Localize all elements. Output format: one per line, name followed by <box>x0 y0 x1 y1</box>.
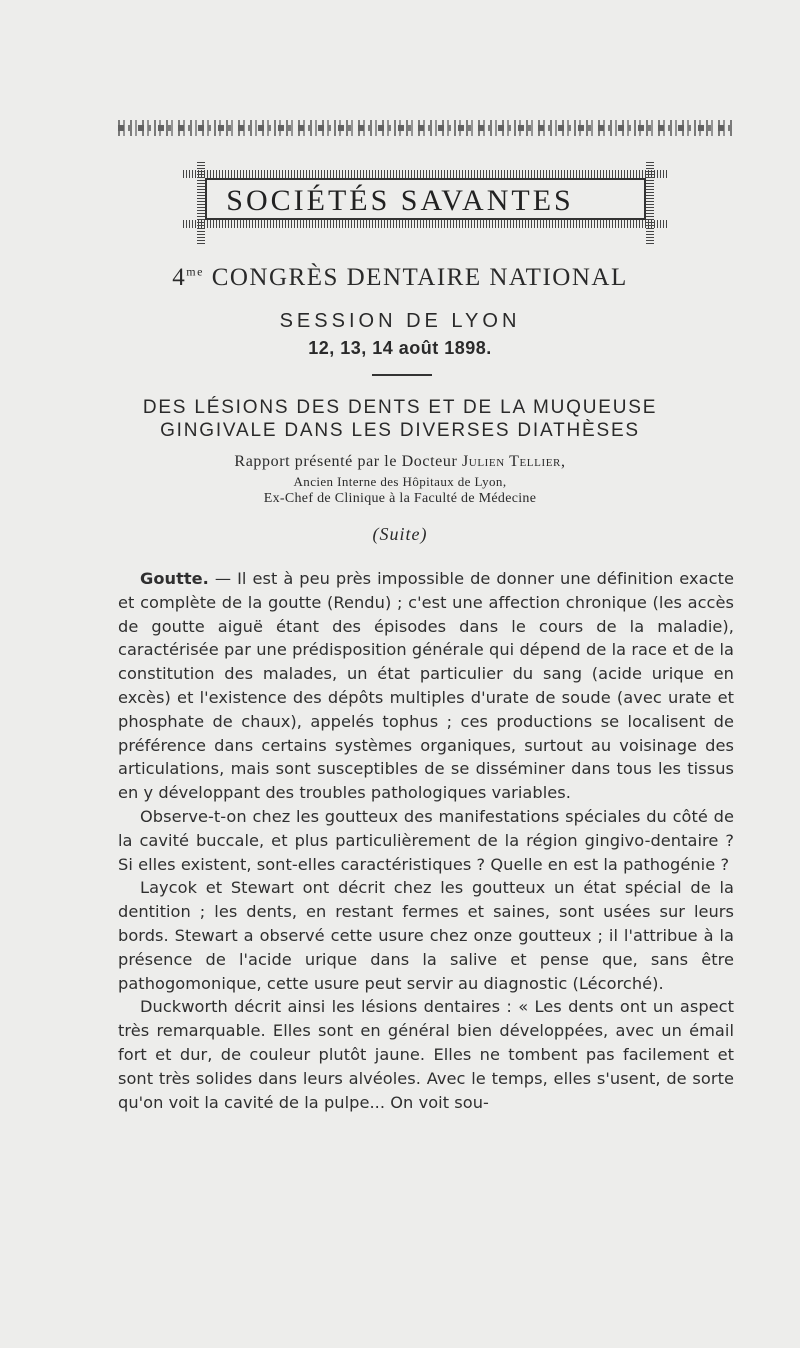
article-body <box>118 567 734 1114</box>
affiliation-1: Ancien Interne des Hôpitaux de Lyon, <box>293 474 507 489</box>
congres-number: 4 <box>172 264 187 291</box>
paragraph-4: Duckworth décrit ainsi les lésions dentaires : « Les dents ont un aspect très remarquable. Elles sont en général bien développées, avec un émail fort et dur, de couleur plutôt jaune. Elles ne tombent pas facilement et sont très solides dans leurs alvéoles. Avec le temps, elles s'usent, de sorte qu'on voit la cavité de la pulpe... On voit sou- <box>118 997 734 1112</box>
paragraph-text: — Il est à peu près impossible de donner une définition exacte et complète de la goutte (Rendu) ; c'est une affection chronique (les accès de goutte aiguë étant des épisodes dans le cours de la maladie), caractérisée par une prédisposition générale qui dépend de la race et de la constitution des malades, un état particulier du sang (acide urique en excès) et l'existence des dépôts multiples d'urate de soude (avec urate et phosphate de chaux), appelés tophus ; ces productions se localisent de préférence dans certains systèmes organiques, surtout au voisinage des articulations, mais sont susceptibles de se disséminer dans tous les tissus en y développant des troubles pathologiques variables. <box>118 569 734 803</box>
congres-sup: me <box>186 264 204 279</box>
paragraph-3: Laycok et Stewart ont décrit chez les goutteux un état spécial de la dentition ; les dents, en restant fermes et saines, sont usées sur leurs bords. Stewart a observé cette usure chez onze goutteux ; il l'attribue à la présence de l'acide urique dans la salive et pense que, sans être pathogomonique, cette usure peut servir au diagnostic (Lécorché). <box>118 878 734 993</box>
author-name: Julien Tellier, <box>461 453 566 470</box>
separator-rule <box>372 374 432 376</box>
article-title-line1: DES LÉSIONS DES DENTS ET DE LA MUQUEUSE <box>142 397 658 418</box>
congres-name: CONGRÈS DENTAIRE NATIONAL <box>203 264 628 291</box>
rapport-line <box>0 453 800 471</box>
ornamental-border <box>118 120 732 136</box>
affiliation-2: Ex-Chef de Clinique à la Faculté de Médecine <box>263 491 537 506</box>
article-title-line2: GINGIVALE DANS LES DIVERSES DIATHÈSES <box>160 420 640 441</box>
session-dates: 12, 13, 14 août 1898. <box>308 338 492 358</box>
paragraph-heading: Goutte. <box>140 569 209 588</box>
session-title: SESSION DE LYON <box>279 310 521 332</box>
congres-title <box>0 264 800 292</box>
paragraph-2: Observe-t-on chez les goutteux des manifestations spéciales du côté de la cavité buccale, et plus particulièrement de la région gingivo-dentaire ? Si elles existent, sont-elles caractéristiques ? Quelle en est la pathogénie ? <box>118 806 734 874</box>
suite-label: (Suite) <box>372 524 428 544</box>
paragraph-goutte <box>118 567 734 805</box>
rapport-prefix: Rapport présenté par le Docteur <box>234 453 462 470</box>
section-title: SOCIÉTÉS SAVANTES <box>226 184 574 217</box>
